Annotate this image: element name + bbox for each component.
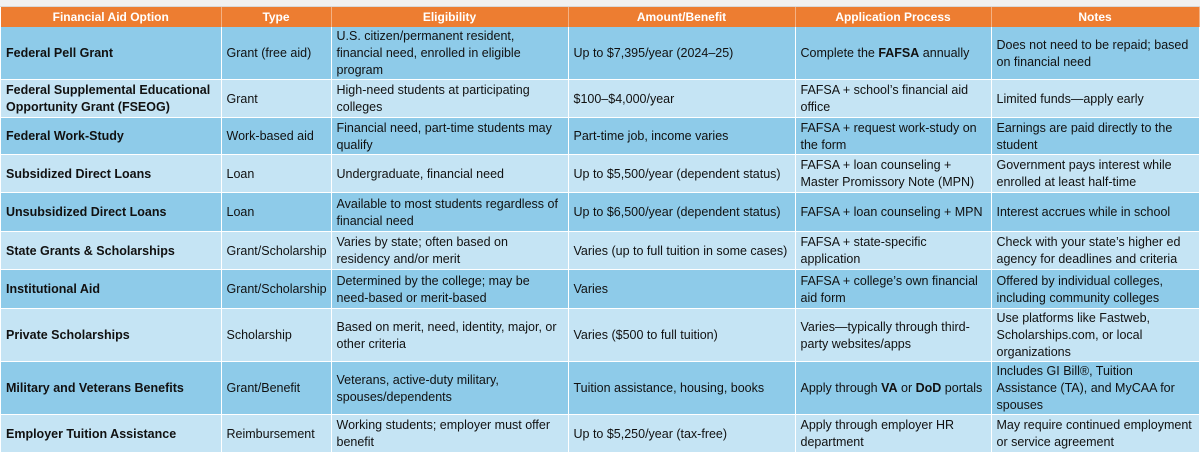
cell-eligibility[interactable]: U.S. citizen/permanent resident, financial need, enrolled in eligible program	[331, 27, 568, 80]
cell-notes[interactable]: Use platforms like Fastweb, Scholarships.com, or local organizations	[991, 309, 1199, 362]
cell-notes[interactable]: Check with your state’s higher ed agency for deadlines and criteria	[991, 232, 1199, 270]
cell-type[interactable]: Grant (free aid)	[221, 27, 331, 80]
cell-type[interactable]: Reimbursement	[221, 415, 331, 453]
cell-type[interactable]: Grant/Scholarship	[221, 232, 331, 270]
cell-process[interactable]	[795, 27, 991, 80]
process-text: Apply through	[800, 381, 882, 395]
process-bold-fafsa: FAFSA	[878, 46, 920, 60]
table-row	[1, 118, 1199, 155]
cell-process[interactable]	[795, 362, 991, 415]
cell-type[interactable]: Scholarship	[221, 309, 331, 362]
cell-eligibility[interactable]: Based on merit, need, identity, major, or other criteria	[331, 309, 568, 362]
process-text: annually	[919, 46, 970, 60]
cell-amount[interactable]: Up to $5,500/year (dependent status)	[568, 155, 795, 193]
cell-eligibility[interactable]: High-need students at participating colleges	[331, 80, 568, 118]
cell-type[interactable]: Loan	[221, 193, 331, 232]
cell-amount[interactable]: Up to $6,500/year (dependent status)	[568, 193, 795, 232]
cell-process[interactable]: FAFSA + college’s own financial aid form	[795, 270, 991, 309]
cell-process[interactable]: FAFSA + loan counseling + Master Promissory Note (MPN)	[795, 155, 991, 193]
process-text: or	[897, 381, 916, 395]
cell-option[interactable]: Private Scholarships	[1, 309, 221, 362]
cell-process[interactable]: FAFSA + school’s financial aid office	[795, 80, 991, 118]
cell-option[interactable]: Federal Pell Grant	[1, 27, 221, 80]
cell-option[interactable]: Federal Supplemental Educational Opportunity Grant (FSEOG)	[1, 80, 221, 118]
cell-amount[interactable]: Up to $5,250/year (tax-free)	[568, 415, 795, 453]
cell-option[interactable]: Federal Work-Study	[1, 118, 221, 155]
table-row	[1, 27, 1199, 80]
process-bold-dod: DoD	[915, 381, 942, 395]
cell-notes[interactable]: Does not need to be repaid; based on financial need	[991, 27, 1199, 80]
header-eligibility[interactable]: Eligibility	[331, 7, 568, 27]
cell-eligibility[interactable]: Determined by the college; may be need-based or merit-based	[331, 270, 568, 309]
header-type[interactable]: Type	[221, 7, 331, 27]
cell-notes[interactable]: Includes GI Bill®, Tuition Assistance (TA), and MyCAA for spouses	[991, 362, 1199, 415]
header-option[interactable]: Financial Aid Option	[1, 7, 221, 27]
cell-amount[interactable]: Tuition assistance, housing, books	[568, 362, 795, 415]
cell-notes[interactable]: May require continued employment or service agreement	[991, 415, 1199, 453]
cell-notes[interactable]: Offered by individual colleges, including community colleges	[991, 270, 1199, 309]
cell-eligibility[interactable]: Financial need, part-time students may qualify	[331, 118, 568, 155]
cell-option[interactable]: Subsidized Direct Loans	[1, 155, 221, 193]
cell-eligibility[interactable]: Varies by state; often based on residency and/or merit	[331, 232, 568, 270]
table-row	[1, 415, 1199, 453]
cell-eligibility[interactable]: Working students; employer must offer benefit	[331, 415, 568, 453]
cell-option[interactable]: Employer Tuition Assistance	[1, 415, 221, 453]
header-notes[interactable]: Notes	[991, 7, 1199, 27]
process-bold-va: VA	[881, 381, 898, 395]
cell-type[interactable]: Loan	[221, 155, 331, 193]
cell-option[interactable]: Unsubsidized Direct Loans	[1, 193, 221, 232]
cell-option[interactable]: State Grants & Scholarships	[1, 232, 221, 270]
cell-eligibility[interactable]: Undergraduate, financial need	[331, 155, 568, 193]
cell-process[interactable]: FAFSA + loan counseling + MPN	[795, 193, 991, 232]
process-text: portals	[941, 381, 983, 395]
cell-process[interactable]: FAFSA + state-specific application	[795, 232, 991, 270]
cell-amount[interactable]: Up to $7,395/year (2024–25)	[568, 27, 795, 80]
cell-notes[interactable]: Earnings are paid directly to the student	[991, 118, 1199, 155]
table-row	[1, 232, 1199, 270]
cell-eligibility[interactable]: Available to most students regardless of financial need	[331, 193, 568, 232]
header-amount[interactable]: Amount/Benefit	[568, 7, 795, 27]
header-row	[1, 7, 1199, 27]
cell-eligibility[interactable]: Veterans, active-duty military, spouses/dependents	[331, 362, 568, 415]
table-row	[1, 193, 1199, 232]
cell-process[interactable]: Varies—typically through third-party websites/apps	[795, 309, 991, 362]
cell-amount[interactable]: Varies (up to full tuition in some cases)	[568, 232, 795, 270]
table-row	[1, 362, 1199, 415]
cell-notes[interactable]: Interest accrues while in school	[991, 193, 1199, 232]
table-row	[1, 80, 1199, 118]
table-row	[1, 155, 1199, 193]
cell-type[interactable]: Grant	[221, 80, 331, 118]
top-strip	[0, 0, 1200, 7]
cell-notes[interactable]: Government pays interest while enrolled at least half-time	[991, 155, 1199, 193]
cell-amount[interactable]: $100–$4,000/year	[568, 80, 795, 118]
cell-process[interactable]: Apply through employer HR department	[795, 415, 991, 453]
cell-option[interactable]: Military and Veterans Benefits	[1, 362, 221, 415]
table-row	[1, 309, 1199, 362]
financial-aid-table	[1, 7, 1200, 453]
cell-process[interactable]: FAFSA + request work-study on the form	[795, 118, 991, 155]
table-row	[1, 270, 1199, 309]
cell-type[interactable]: Grant/Scholarship	[221, 270, 331, 309]
cell-type[interactable]: Work-based aid	[221, 118, 331, 155]
header-process[interactable]: Application Process	[795, 7, 991, 27]
cell-type[interactable]: Grant/Benefit	[221, 362, 331, 415]
cell-amount[interactable]: Varies	[568, 270, 795, 309]
process-text: Complete the	[800, 46, 879, 60]
cell-notes[interactable]: Limited funds—apply early	[991, 80, 1199, 118]
cell-amount[interactable]: Varies ($500 to full tuition)	[568, 309, 795, 362]
cell-amount[interactable]: Part-time job, income varies	[568, 118, 795, 155]
cell-option[interactable]: Institutional Aid	[1, 270, 221, 309]
